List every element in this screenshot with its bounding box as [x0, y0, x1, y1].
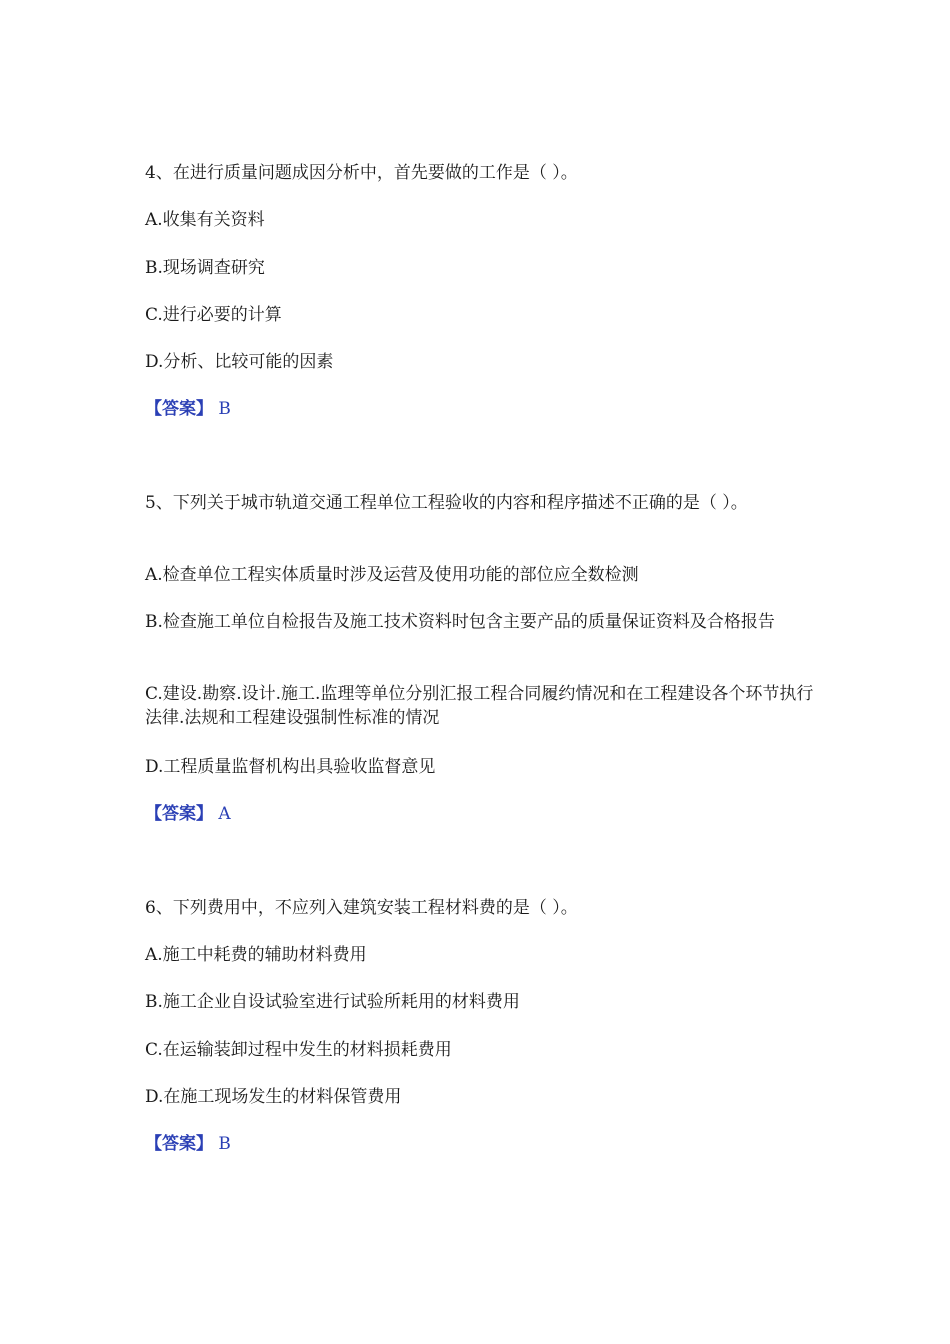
question-4-option-c: C.进行必要的计算	[145, 305, 282, 325]
question-5-option-d: D.工程质量监督机构出具验收监督意见	[145, 757, 436, 777]
question-5-option-a: A.检查单位工程实体质量时涉及运营及使用功能的部位应全数检测	[145, 565, 639, 585]
answer-value: A	[218, 804, 231, 824]
question-4-answer	[145, 397, 815, 421]
answer-label: 【答案】	[145, 399, 213, 419]
question-6-option-c: C.在运输装卸过程中发生的材料损耗费用	[145, 1040, 452, 1060]
answer-label: 【答案】	[145, 804, 213, 824]
question-6-option-b: B.施工企业自设试验室进行试验所耗用的材料费用	[145, 992, 520, 1012]
answer-value: B	[218, 1134, 231, 1154]
question-5-option-c: C.建设.勘察.设计.施工.监理等单位分别汇报工程合同履约情况和在工程建设各个环节执行法律.法规和工程建设强制性标准的情况	[145, 684, 814, 728]
question-6-stem: 6、下列费用中，不应列入建筑安装工程材料费的是（ ）。	[145, 898, 578, 918]
question-6-option-d: D.在施工现场发生的材料保管费用	[145, 1087, 402, 1107]
question-6-option-a: A.施工中耗费的辅助材料费用	[145, 945, 367, 965]
question-4-stem: 4、在进行质量问题成因分析中，首先要做的工作是（ ）。	[145, 163, 578, 183]
answer-label: 【答案】	[145, 1134, 213, 1154]
question-5-stem: 5、下列关于城市轨道交通工程单位工程验收的内容和程序描述不正确的是（ ）。	[145, 493, 748, 513]
question-5-option-b: B.检查施工单位自检报告及施工技术资料时包含主要产品的质量保证资料及合格报告	[145, 612, 775, 632]
question-5-answer	[145, 802, 815, 826]
question-4-option-b: B.现场调查研究	[145, 258, 265, 278]
answer-value: B	[218, 399, 231, 419]
question-4-option-d: D.分析、比较可能的因素	[145, 352, 334, 372]
question-4-option-a: A.收集有关资料	[145, 210, 265, 230]
question-6-answer	[145, 1132, 815, 1156]
